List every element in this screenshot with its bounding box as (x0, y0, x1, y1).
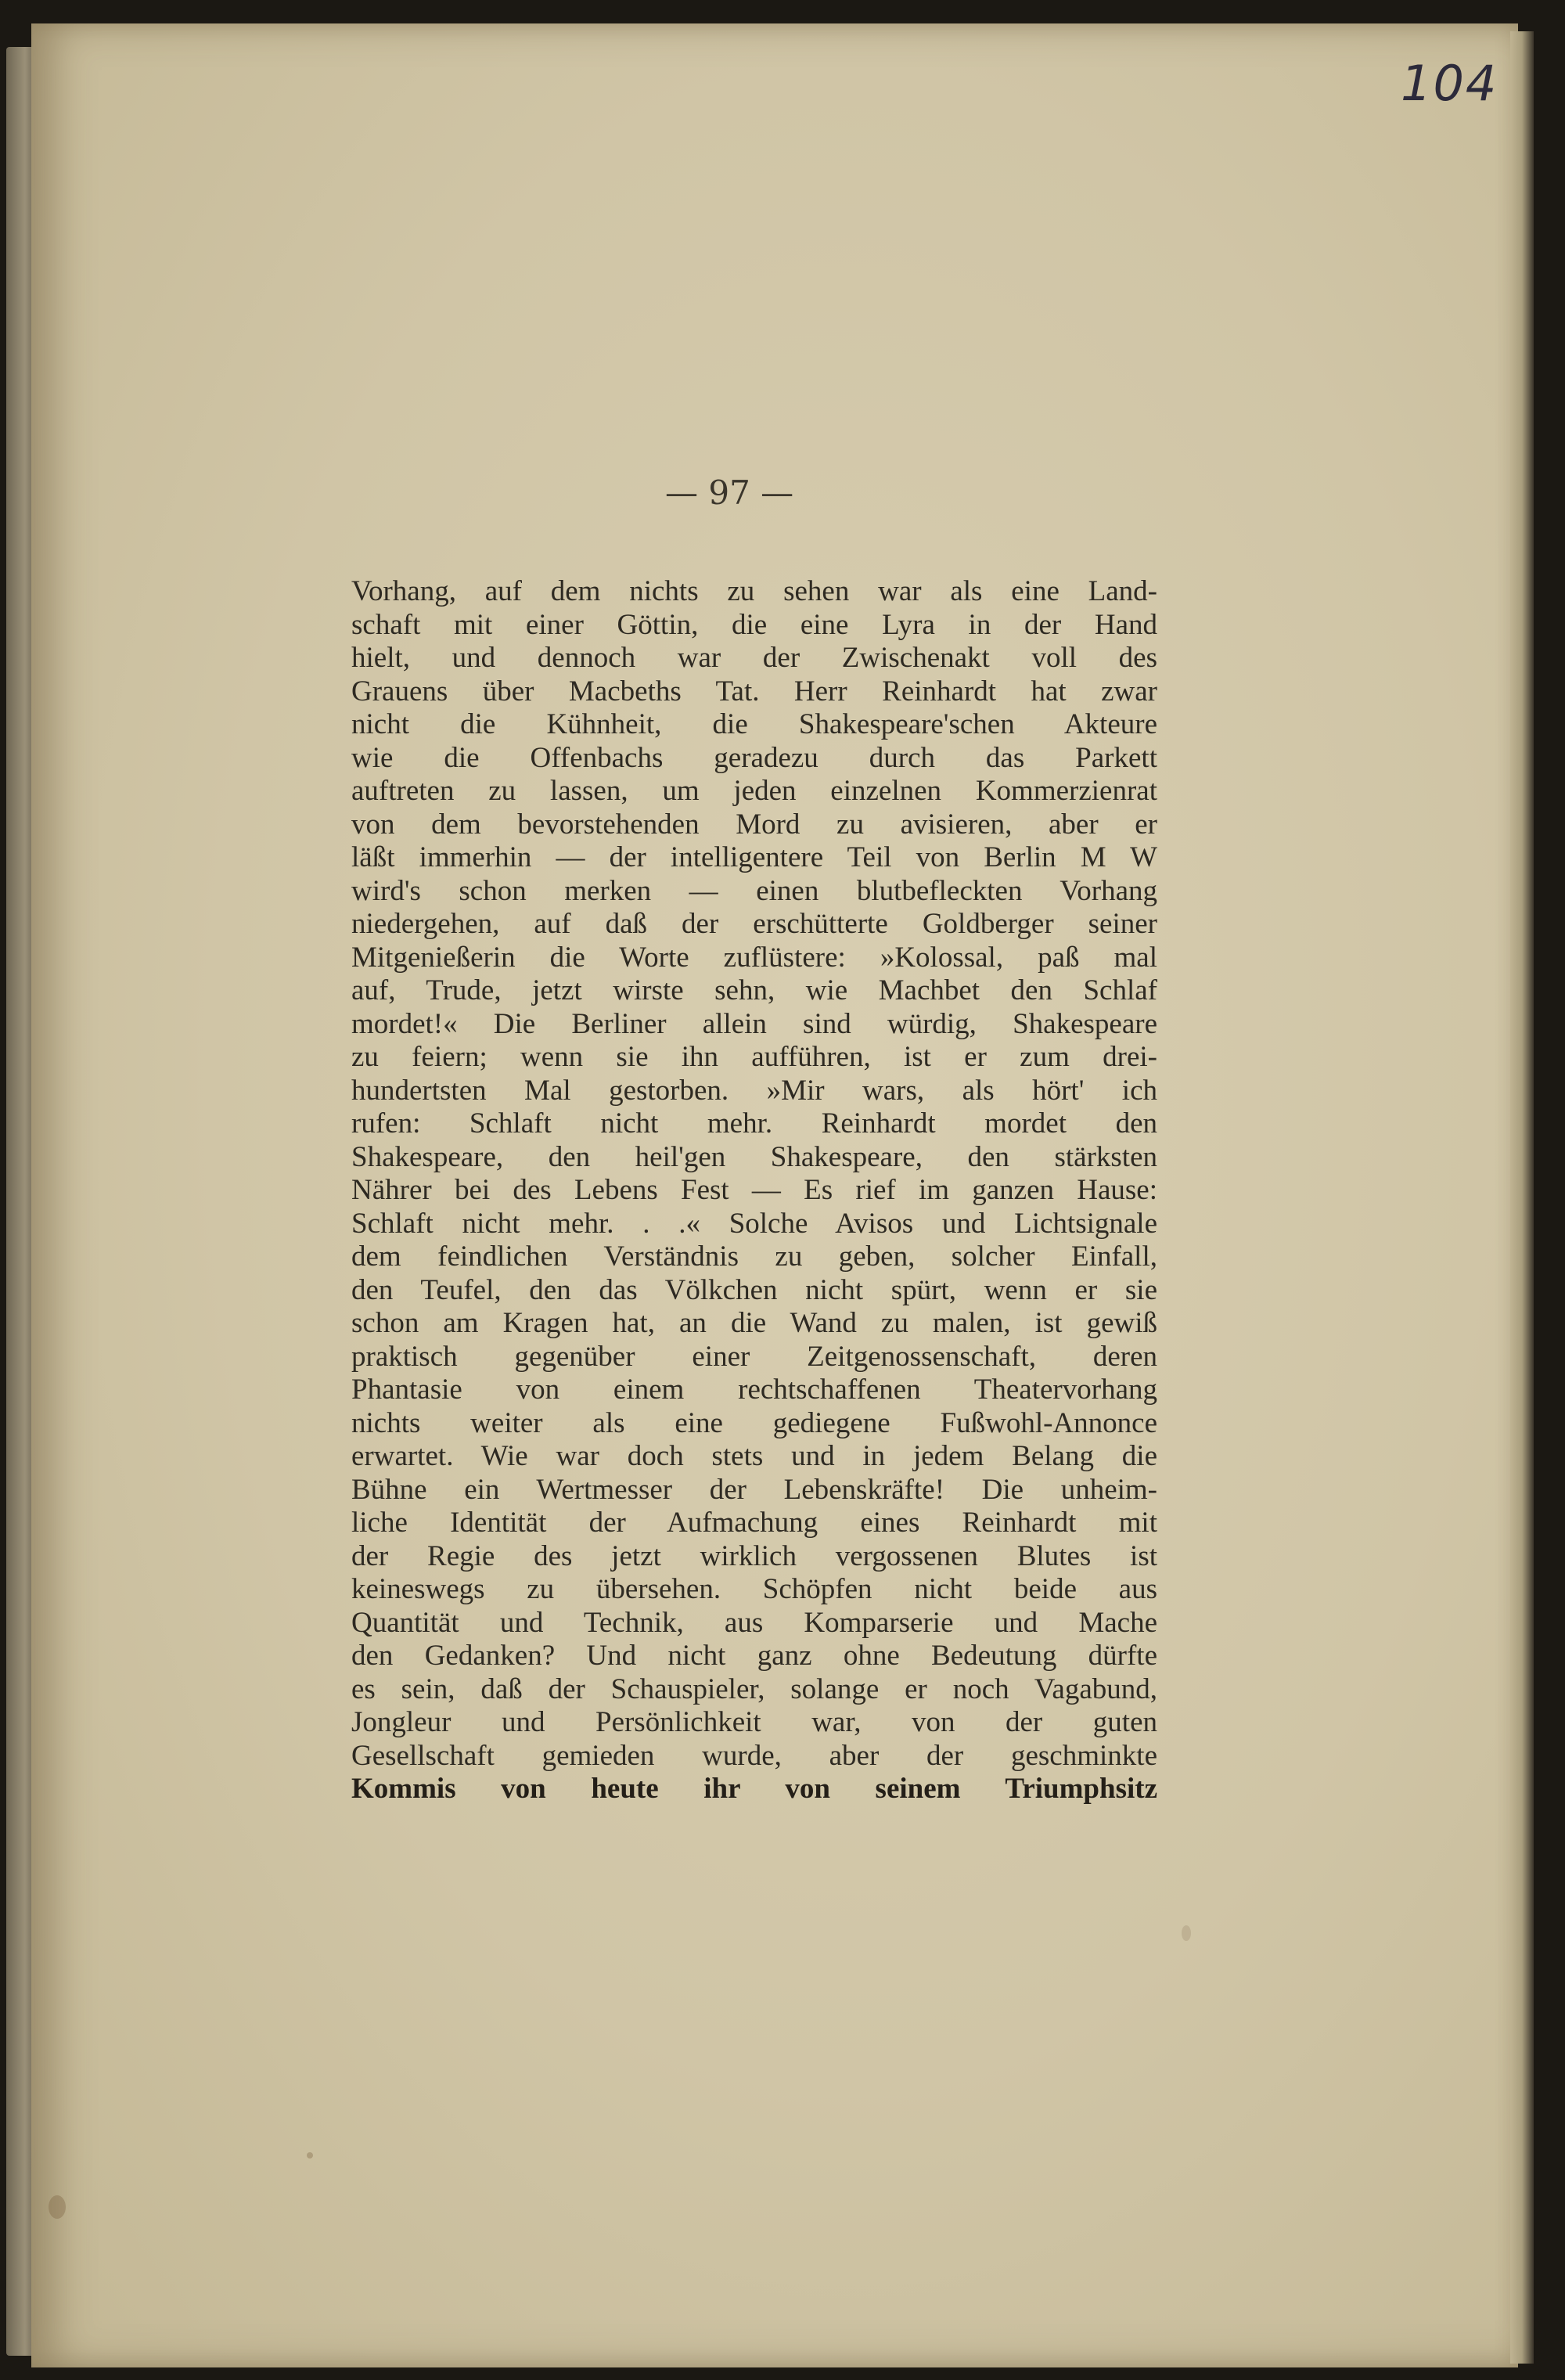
text-line: nicht die Kühnheit, die Shakespeare'schen Akteure (351, 708, 1157, 740)
text-line: Kommis von heute ihr von seinem Triumphsitz (351, 1773, 1157, 1805)
text-line: schaft mit einer Göttin, die eine Lyra in der Hand (351, 608, 1157, 641)
text-line: Phantasie von einem rechtschaffenen Theatervorhang (351, 1374, 1157, 1406)
text-line: Grauens über Macbeths Tat. Herr Reinhardt hat zwar (351, 675, 1157, 708)
text-line: zu feiern; wenn sie ihn aufführen, ist er zum drei- (351, 1041, 1157, 1073)
text-line: den Gedanken? Und nicht ganz ohne Bedeutung dürfte (351, 1640, 1157, 1672)
text-line: es sein, daß der Schauspieler, solange er noch Vagabund, (351, 1672, 1157, 1705)
text-line: von dem bevorstehenden Mord zu avisieren, aber er (351, 808, 1157, 841)
text-line: Mitgenießerin die Worte zuflüstere: »Kolossal, paß mal (351, 941, 1157, 974)
text-line: rufen: Schlaft nicht mehr. Reinhardt mordet den (351, 1107, 1157, 1140)
text-line: praktisch gegenüber einer Zeitgenossenschaft, deren (351, 1340, 1157, 1373)
handwritten-folio-number: 104 (1401, 55, 1498, 112)
text-line: Bühne ein Wertmesser der Lebenskräfte! Die unheim- (351, 1473, 1157, 1506)
text-line: wie die Offenbachs geradezu durch das Parkett (351, 741, 1157, 774)
text-line: auftreten zu lassen, um jeden einzelnen Kommerzienrat (351, 775, 1157, 807)
body-text (351, 575, 1157, 1806)
text-line: Schlaft nicht mehr. . .« Solche Avisos und Lichtsignale (351, 1207, 1157, 1240)
ink-spot (49, 2195, 66, 2219)
text-line: den Teufel, den das Völkchen nicht spürt, wenn er sie (351, 1273, 1157, 1306)
text-line: der Regie des jetzt wirklich vergossenen Blutes ist (351, 1539, 1157, 1572)
page-number: — 97 — (665, 473, 794, 512)
text-line: hundertsten Mal gestorben. »Mir wars, als hört' ich (351, 1074, 1157, 1107)
text-line: Nährer bei des Lebens Fest — Es rief im ganzen Hause: (351, 1174, 1157, 1206)
page-edge-stack (1510, 31, 1534, 2364)
text-line: läßt immerhin — der intelligentere Teil von Berlin M W (351, 841, 1157, 873)
text-line: Vorhang, auf dem nichts zu sehen war als eine Land- (351, 575, 1157, 607)
text-line: hielt, und dennoch war der Zwischenakt voll des (351, 642, 1157, 674)
text-line: Shakespeare, den heil'gen Shakespeare, den stärksten (351, 1140, 1157, 1173)
text-line: Quantität und Technik, aus Komparserie und Mache (351, 1606, 1157, 1639)
text-line: liche Identität der Aufmachung eines Reinhardt mit (351, 1507, 1157, 1539)
ink-spot (1182, 1925, 1191, 1941)
text-line: Jongleur und Persönlichkeit war, von der guten (351, 1706, 1157, 1738)
text-line: schon am Kragen hat, an die Wand zu malen, ist gewiß (351, 1307, 1157, 1339)
text-line: mordet!« Die Berliner allein sind würdig, Shakespeare (351, 1007, 1157, 1040)
text-line: nichts weiter als eine gediegene Fußwohl-Annonce (351, 1406, 1157, 1439)
text-line: keineswegs zu übersehen. Schöpfen nicht beide aus (351, 1573, 1157, 1605)
text-line: niedergehen, auf daß der erschütterte Goldberger seiner (351, 908, 1157, 940)
text-line: wird's schon merken — einen blutbefleckten Vorhang (351, 874, 1157, 907)
text-line: auf, Trude, jetzt wirste sehn, wie Machbet den Schlaf (351, 974, 1157, 1006)
text-line: Gesellschaft gemieden wurde, aber der geschminkte (351, 1739, 1157, 1772)
ink-spot (307, 2152, 313, 2159)
text-line: erwartet. Wie war doch stets und in jedem Belang die (351, 1440, 1157, 1472)
text-line: dem feindlichen Verständnis zu geben, solcher Einfall, (351, 1240, 1157, 1273)
